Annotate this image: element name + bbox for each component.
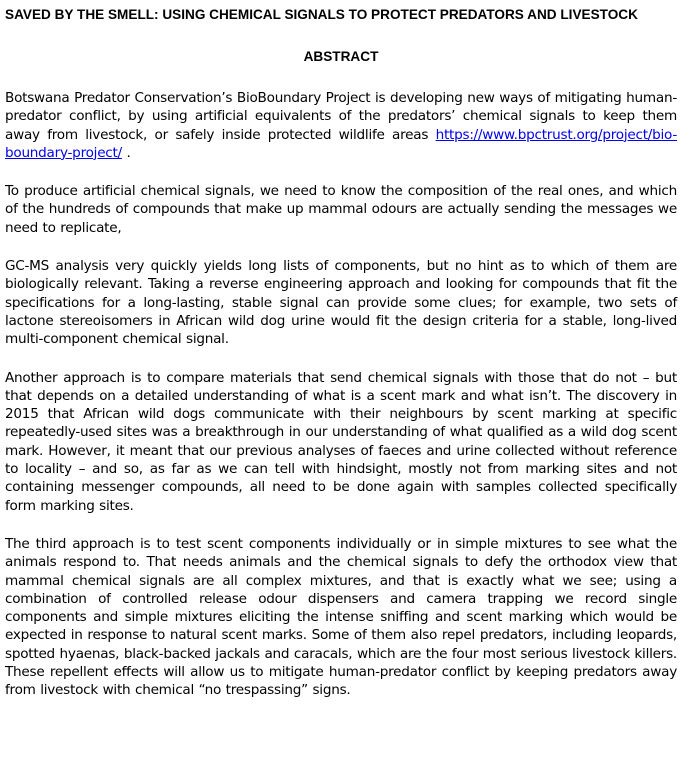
paragraph-gcms: GC-MS analysis very quickly yields long lists of components, but no hint as to which of them are biologically relevant. Taking a reverse engineering approach and looking for compounds that fit the specifications for a long-lasting, stable signal can provide some clues; for example, two sets of lactone stereoisomers in African wild dog urine would fit the design criteria for a stable, long-lived multi-component chemical signal. <box>5 258 677 348</box>
paragraph-composition: To produce artificial chemical signals, we need to know the composition of the real ones, and which of the hundreds of compounds that make up mammal odours are actually sending the messages we need to replicate, <box>5 183 677 236</box>
document-title: SAVED BY THE SMELL: USING CHEMICAL SIGNALS TO PROTECT PREDATORS AND LIVESTOCK <box>5 7 638 22</box>
document-page <box>5 0 677 700</box>
paragraph-intro-text: Botswana Predator Conservation’s BioBoundary Project is developing new ways of mitigating human-predator conflict, by using artificial equivalents of the predators’ chemical signals to keep them away from livestock, or safely inside protected wildlife areas <box>5 90 677 143</box>
paragraph-intro <box>5 89 677 162</box>
paragraph-comparison: Another approach is to compare materials that send chemical signals with those that do not – but that depends on a detailed understanding of what is a scent mark and what isn’t. The discovery in 2015 that African wild dogs communicate with their neighbours by scent marking at specific repeatedly-used sites was a breakthrough in our understanding of what qualified as a wild dog scent mark. However, it meant that our previous analyses of faeces and urine collected without reference to locality – and so, as far as we can tell with hindsight, mostly not from marking sites and not containing messenger compounds, all need to be done again with samples collected specifically form marking sites. <box>5 369 677 514</box>
project-link[interactable]: https://www.bpctrust.org/project/bio-boundary-project/ <box>5 126 677 161</box>
abstract-heading: ABSTRACT <box>303 49 379 64</box>
paragraph-intro-end: . <box>121 144 131 161</box>
paragraph-testing: The third approach is to test scent components individually or in simple mixtures to see what the animals respond to. That needs animals and the chemical signals to defy the orthodox view that mammal chemical signals are all complex mixtures, and that is exactly what we see; using a combination of controlled release odour dispensers and camera trapping we record single components and simple mixtures eliciting the intense sniffing and scent marking which would be expected in response to natural scent marks. Some of them also repel predators, including leopards, spotted hyaenas, black-backed jackals and caracals, which are the four most serious livestock killers. These repellent effects will allow us to mitigate human-predator conflict by keeping predators away from livestock with chemical “no trespassing” signs. <box>5 535 677 699</box>
